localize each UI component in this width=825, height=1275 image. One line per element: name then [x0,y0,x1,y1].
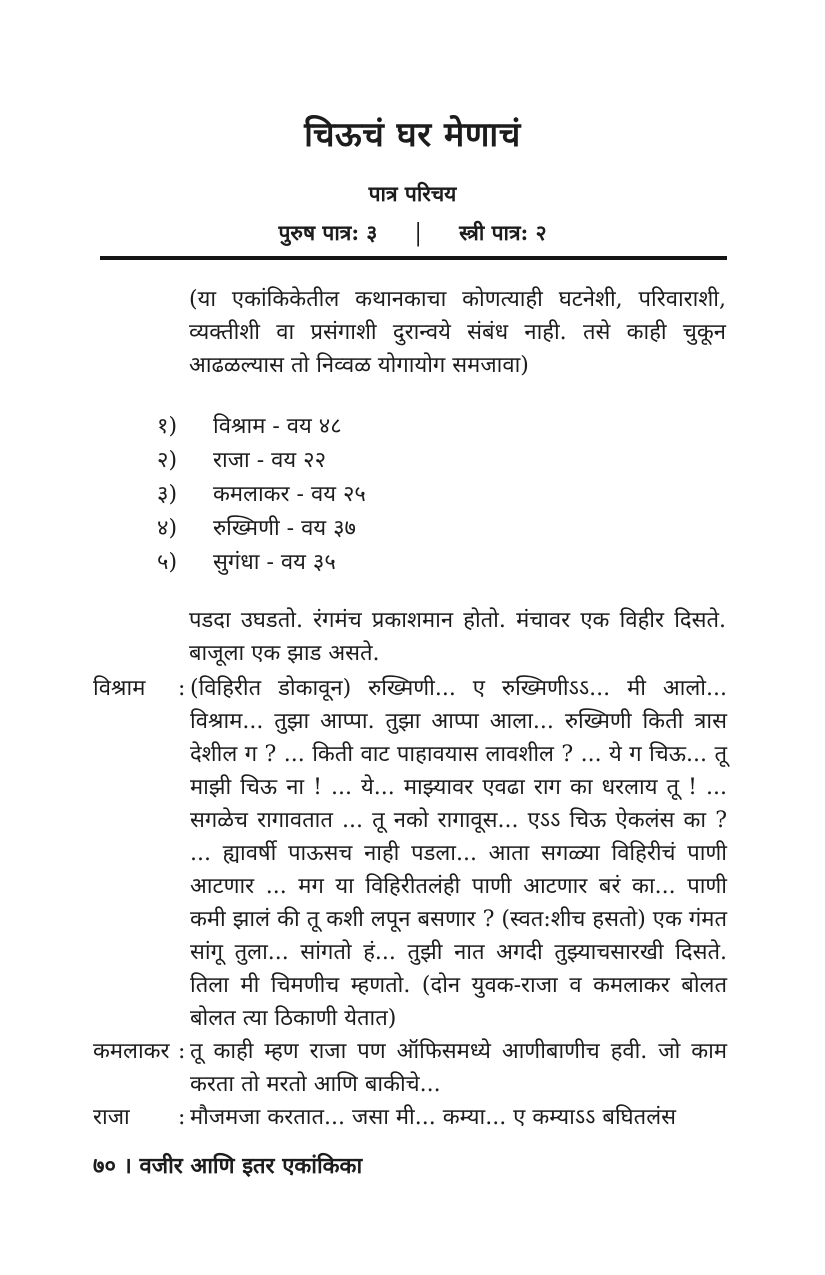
character-name: विश्राम - वय ४८ [213,414,342,439]
speaker-name: राजा [93,1105,130,1130]
character-list [157,410,366,580]
character-list-item [157,546,366,580]
dialog-row-raja [93,1101,727,1134]
character-number: ४) [157,516,178,541]
character-list-item [157,444,366,478]
cast-count-line [0,219,825,247]
dialog-text: मौजमजा करतात... जसा मी... कम्या... ए कम्याऽऽ बघितलंस [190,1105,676,1130]
dialog-text: तू काही म्हण राजा पण ऑफिसमध्ये आणीबाणीच हवी. जो काम करता तो मरतो आणि बाकीचे... [190,1039,727,1097]
page-title: चिऊचं घर मेणाचं [304,115,521,155]
character-name: राजा - वय २२ [213,448,327,473]
speaker-colon: : [178,676,186,701]
character-name: कमलाकर - वय २५ [213,482,366,507]
dialog-row-vishram [93,672,727,1035]
divider-rule [100,256,727,260]
cast-divider: | [414,219,422,247]
dialog-row-kamlakar [93,1035,727,1101]
speaker-colon: : [178,1105,186,1130]
speaker-name: विश्राम [93,676,146,701]
disclaimer-note: (या एकांकिकेतील कथानकाचा कोणत्याही घटनेशी, परिवाराशी, व्यक्तीशी वा प्रसंगाशी दुरान्वये संबंध नाही. तसे काही चुकून आढळल्यास तो निव्वळ योगायोग समजावा) [189,287,726,378]
speaker-name: कमलाकर [93,1039,170,1064]
character-number: २) [157,448,178,473]
character-list-item [157,512,366,546]
character-list-item [157,410,366,444]
character-list-item [157,478,366,512]
character-name: रुख्मिणी - वय ३७ [213,516,356,541]
character-name: सुगंधा - वय ३५ [213,550,336,575]
dialog-text: (विहिरीत डोकावून) रुख्मिणी... ए रुख्मिणीऽऽ... मी आलो... विश्राम... तुझा आप्पा. तुझा आप्पा आला... रुख्मिणी किती त्रास देशील ग ? ... किती वाट पाहावयास लावशील ? ... ये ग चिऊ... तू माझी चिऊ ना ! ... ये... माझ्यावर एवढा राग का धरलाय तू ! ... सगळेच रागावतात ... तू नको रागावूस... एऽऽ चिऊ ऐकलंस का ? ... ह्यावर्षी पाऊसच नाही पडला... आता सगळ्या विहिरीचं पाणी आटणार ... मग या विहिरीतलंही पाणी आटणार बरं का... पाणी कमी झालं की तू कशी लपून बसणार ? (स्वत:शीच हसतो) एक गंमत सांगू तुला... सांगतो हं... तुझी नात अगदी तुझ्याचसारखी दिसते. तिला मी चिमणीच म्हणतो. (दोन युवक-राजा व कमलाकर बोलत बोलत त्या ठिकाणी येतात) [190,676,727,1031]
page-footer: ७० । वजीर आणि इतर एकांकिका [93,1153,363,1179]
character-number: ५) [157,550,178,575]
male-cast-count: पुरुष पात्र: ३ [278,220,378,245]
character-number: ३) [157,482,178,507]
dialog-block [93,672,727,1134]
character-number: १) [157,414,178,439]
stage-direction: पडदा उघडतो. रंगमंच प्रकाशमान होतो. मंचावर एक विहीर दिसते. बाजूला एक झाड असते. [189,608,726,666]
speaker-colon: : [178,1039,186,1064]
female-cast-count: स्त्री पात्र: २ [459,220,547,245]
section-subtitle: पात्र परिचय [368,181,457,206]
